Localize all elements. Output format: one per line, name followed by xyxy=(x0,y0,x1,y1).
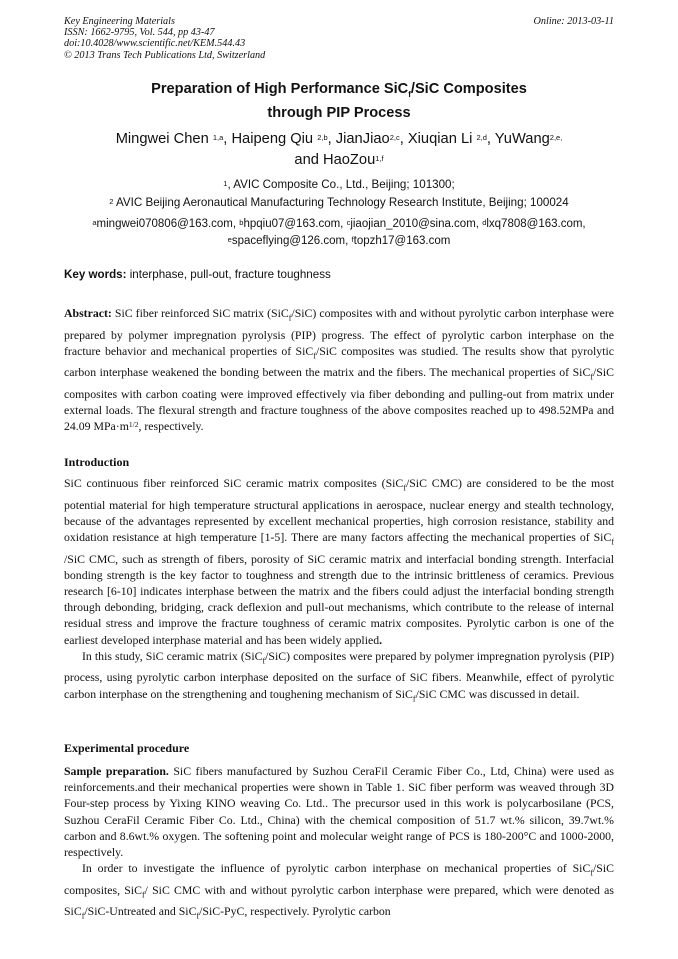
affiliation-1 xyxy=(50,178,628,192)
text-span: e xyxy=(227,234,232,244)
text-span: , Xiuqian Li xyxy=(399,131,477,147)
text-span: /SiC composites, SiC xyxy=(64,861,614,897)
text-span: jiaojian_2010@sina.com, xyxy=(350,218,483,230)
text-span: f xyxy=(196,911,200,921)
text-span: f xyxy=(403,483,406,493)
text-span: In order to investigate the influence of pyrolytic carbon interphase on mechanical properties of SiC xyxy=(82,861,591,876)
text-span: , respectively. xyxy=(138,419,204,434)
doi-line: doi:10.4028/www.scientific.net/KEM.544.43 xyxy=(64,38,246,50)
text-span: b xyxy=(239,218,244,227)
text-span: AVIC Beijing Aeronautical Manufacturing Technology Research Institute, Beijing; 100024 xyxy=(113,196,569,209)
text-span: f xyxy=(590,372,593,382)
text-span: f xyxy=(81,911,85,921)
text-span: f xyxy=(408,89,411,99)
text-span: Preparation of High Performance SiC xyxy=(151,81,409,97)
text-span: topzh17@163.com xyxy=(353,234,451,247)
author-list xyxy=(50,129,628,170)
email-list xyxy=(40,216,638,249)
text-span: c xyxy=(346,218,351,227)
text-span: SiC fibers manufactured by Suzhou CeraFil Ceramic Fiber Co., Ltd, China) were used as reinforcements.and their mechanical properties were shown in Table 1. SiC fiber perform was weaved through 3D Four-step process by Yixing KINO weaving Co. Ltd.. The precursor used in this work is polycarbosilane (PCS, Suzhou CeraFil Ceramic Fiber Co. Ltd., China) with the chemical composition of 51.7 wt.% silicon, 39.7wt.% carbon and 8.6wt.% oxygen. The softening point and molecular weight range of PCS is 180-200°C and 1000-2000, respectively. xyxy=(64,764,614,860)
text-span: SiC fiber reinforced SiC matrix (SiC xyxy=(111,306,289,320)
text-span: f xyxy=(590,868,593,878)
introduction-body xyxy=(64,475,614,707)
text-span: 2,d xyxy=(476,133,487,142)
text-span: / SiC CMC with and without pyrolytic carbon interphase were prepared, which were denoted as SiC xyxy=(64,882,614,919)
text-span: f xyxy=(262,656,266,666)
text-span: 1,a xyxy=(212,133,224,142)
keywords xyxy=(64,268,331,281)
text-span: Sample preparation. xyxy=(64,764,169,778)
text-span: d xyxy=(482,218,487,227)
text-span: f xyxy=(141,890,145,900)
text-span: SiC continuous fiber reinforced SiC ceramic matrix composites (SiC xyxy=(64,476,404,490)
journal-info xyxy=(64,16,265,61)
text-span: f xyxy=(313,351,316,361)
affiliation-2 xyxy=(50,196,628,210)
text-span: /SiC CMC) are considered to be the most potential material for high temperature structural applications in aerospace, nuclear energy and stealth technology, because of the advantages represented by excellent mechanical properties, high corrosion resistance, stability and oxidation resistance at high temperature [1-5]. There are many factors affecting the mechanical properties of SiC xyxy=(64,476,614,544)
introduction-heading: Introduction xyxy=(64,455,130,469)
text-span: In this study, SiC ceramic matrix (SiC xyxy=(82,648,263,663)
text-span: lxq7808@163.com, xyxy=(486,218,586,230)
text-span: /SiC composites with carbon coating were improved effectively via fiber debonding and pulling-out from matrix under external loads. The flexural strength and fracture toughness of the above composites reached up to 498.52MPa and 24.09 MPa·m xyxy=(64,365,614,434)
text-span: f xyxy=(611,537,614,547)
text-span: through PIP Process xyxy=(267,104,411,121)
experimental-heading: Experimental procedure xyxy=(64,741,190,755)
text-span: interphase, pull-out, fracture toughness xyxy=(126,268,331,281)
text-span: , JianJiao xyxy=(327,131,390,147)
text-span: /SiC Composites xyxy=(410,81,527,97)
text-span: 1 xyxy=(223,179,228,188)
text-span: /SiC) composites with and without pyrolytic carbon interphase were prepared by polymer impregnation pyrolysis (PIP) progress. The effect of pyrolytic carbon interphase on the fracture behavior and mechanical properties of SiC xyxy=(64,306,614,358)
text-span: Mingwei Chen xyxy=(115,131,213,147)
text-span: /SiC-Untreated and SiC xyxy=(84,904,197,919)
text-span: 1,f xyxy=(375,153,384,163)
text-span: 2 xyxy=(109,197,114,206)
text-span: /SiC CMC, such as strength of fibers, porosity of SiC ceramic matrix and interfacial bonding strength. Interfacial bonding strength is the key factor to toughness and strength due to the intrinsic brittleness of ceramics. Previous research [6-10] indicates interphase between the matrix and the fibers could adjust the interfacial bonding strength through debonding, bridging, crack deflexion and pull-out mechanisms, which contribute to the release of internal residual stress and improve the fracture toughness of ceramic matrix composites. Pyrolytic carbon is one of the earliest developed interphase material and has been widely applied xyxy=(64,551,614,647)
journal-name: Key Engineering Materials xyxy=(64,16,175,27)
text-span: a xyxy=(92,218,97,227)
text-span: , YuWang xyxy=(486,131,550,147)
copyright-line: © 2013 Trans Tech Publications Ltd, Switzerland xyxy=(64,49,266,61)
text-span: f xyxy=(351,234,354,244)
text-span: 1/2 xyxy=(128,420,139,430)
text-span: /SiC composites was studied. The results show that pyrolytic carbon interphase weakened the bonding between the matrix and the fibers. The mechanical properties of SiC xyxy=(64,343,614,380)
text-span: 2,b xyxy=(317,133,328,142)
text-span: /SiC) composites were prepared by polymer impregnation pyrolysis (PIP) process, using pyrolytic carbon interphase deposited on the surface of SiC fibers. Meanwhile, effect of pyrolytic carbon interphase on the strengthening and toughening mechanism of SiC xyxy=(64,648,614,701)
text-span: 2,e, xyxy=(549,133,563,142)
text-span: . xyxy=(379,632,383,647)
text-span: 2,c xyxy=(389,133,400,142)
issn-line: ISSN: 1662-9795, Vol. 544, pp 43-47 xyxy=(64,27,215,39)
text-span: /SiC CMC was discussed in detail. xyxy=(415,686,580,701)
text-span: Key words: xyxy=(64,268,127,281)
text-span: , AVIC Composite Co., Ltd., Beijing; 101300; xyxy=(227,178,455,191)
text-span: mingwei070806@163.com, xyxy=(96,218,240,230)
text-span: and HaoZou xyxy=(294,151,376,168)
experimental-body xyxy=(64,763,614,925)
online-date: Online: 2013-03-11 xyxy=(533,16,614,27)
paper-title xyxy=(40,80,638,123)
abstract xyxy=(64,305,614,435)
text-span: hpqiu07@163.com, xyxy=(243,218,347,230)
text-span: /SiC-PyC, respectively. Pyrolytic carbon xyxy=(199,904,391,919)
text-span: Abstract: xyxy=(64,306,112,320)
text-span: f xyxy=(288,313,292,323)
text-span: f xyxy=(412,693,416,703)
text-span: spaceflying@126.com, xyxy=(231,234,352,247)
text-span: , Haipeng Qiu xyxy=(223,131,318,147)
